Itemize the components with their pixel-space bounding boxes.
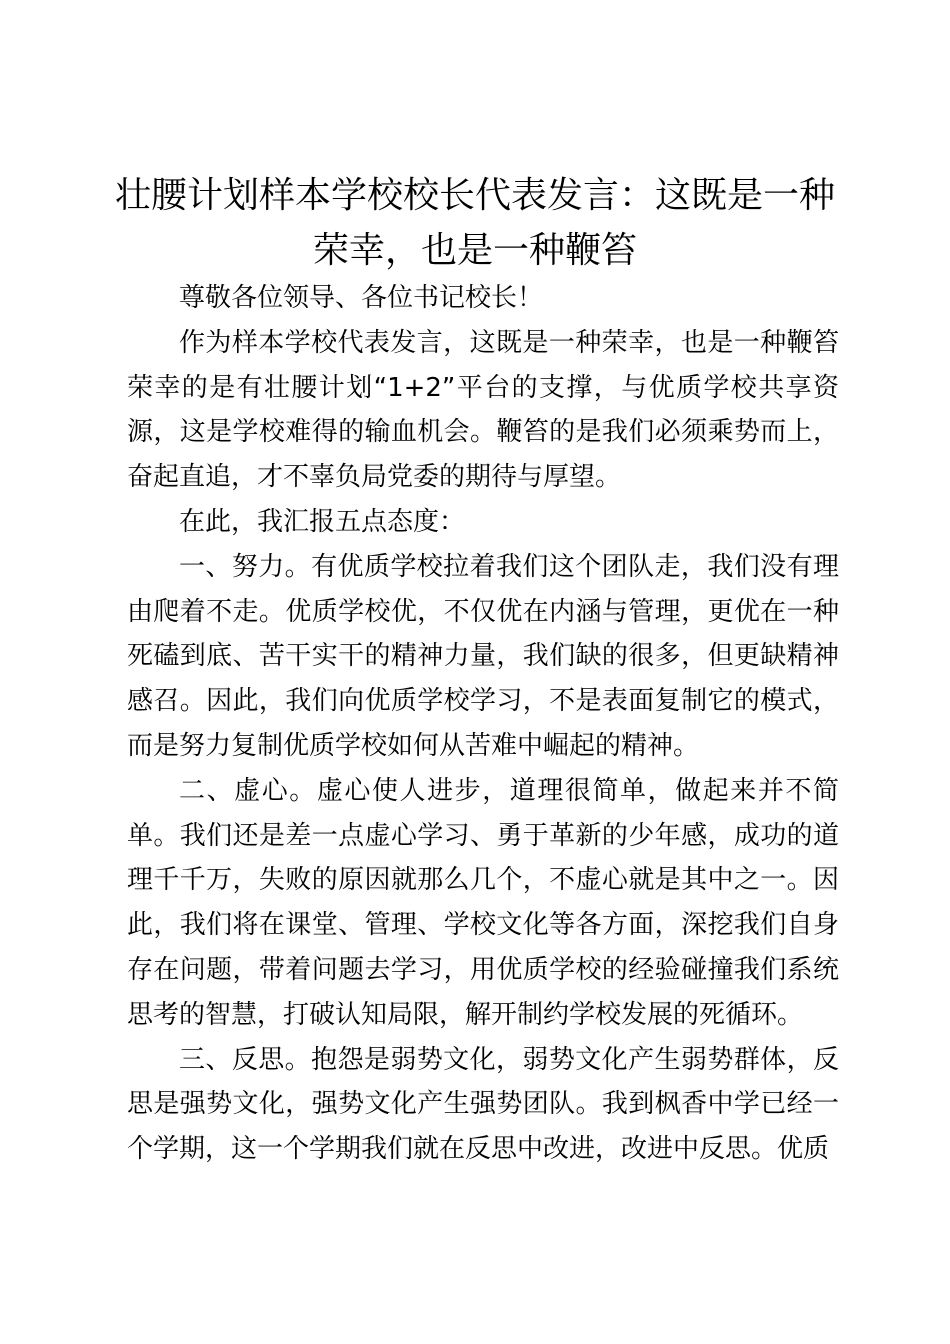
- paragraph-point-reflection: 三、反思。抱怨是弱势文化，弱势文化产生弱势群体，反思是强势文化，强势文化产生强势团队。我到枫香中学已经一个学期，这一个学期我们就在反思中改进，改进中反思。优质: [127, 1044, 839, 1165]
- paragraph-report-lead: 在此，我汇报五点态度：: [179, 506, 466, 537]
- document-title: 壮腰计划样本学校校长代表发言：这既是一种荣幸，也是一种鞭笞: [114, 175, 835, 271]
- paragraph-intro: 作为样本学校代表发言，这既是一种荣幸，也是一种鞭笞荣幸的是有壮腰计划“1+2”平台的支撑，与优质学校共享资源，这是学校难得的输血机会。鞭笞的是我们必须乘势而上，奋起直追，才不辜负局党委的期待与厚望。: [127, 327, 839, 493]
- document-body: [127, 276, 839, 1172]
- paragraph-greeting: 尊敬各位领导、各位书记校长！: [179, 283, 544, 313]
- paragraph-point-humility: 二、虚心。虚心使人进步，道理很简单，做起来并不简单。我们还是差一点虚心学习、勇于革新的少年感，成功的道理千千万，失败的原因就那么几个，不虚心就是其中之一。因此，我们将在课堂、管理、学校文化等各方面，深挖我们自身存在问题，带着问题去学习，用优质学校的经验碰撞我们系统思考的智慧，打破认知局限，解开制约学校发展的死循环。: [127, 775, 839, 1030]
- paragraph-point-effort: 一、努力。有优质学校拉着我们这个团队走，我们没有理由爬着不走。优质学校优，不仅优在内涵与管理，更优在一种死磕到底、苦干实干的精神力量，我们缺的很多，但更缺精神感召。因此，我们向优质学校学习，不是表面复制它的模式，而是努力复制优质学校如何从苦难中崛起的精神。: [127, 551, 839, 761]
